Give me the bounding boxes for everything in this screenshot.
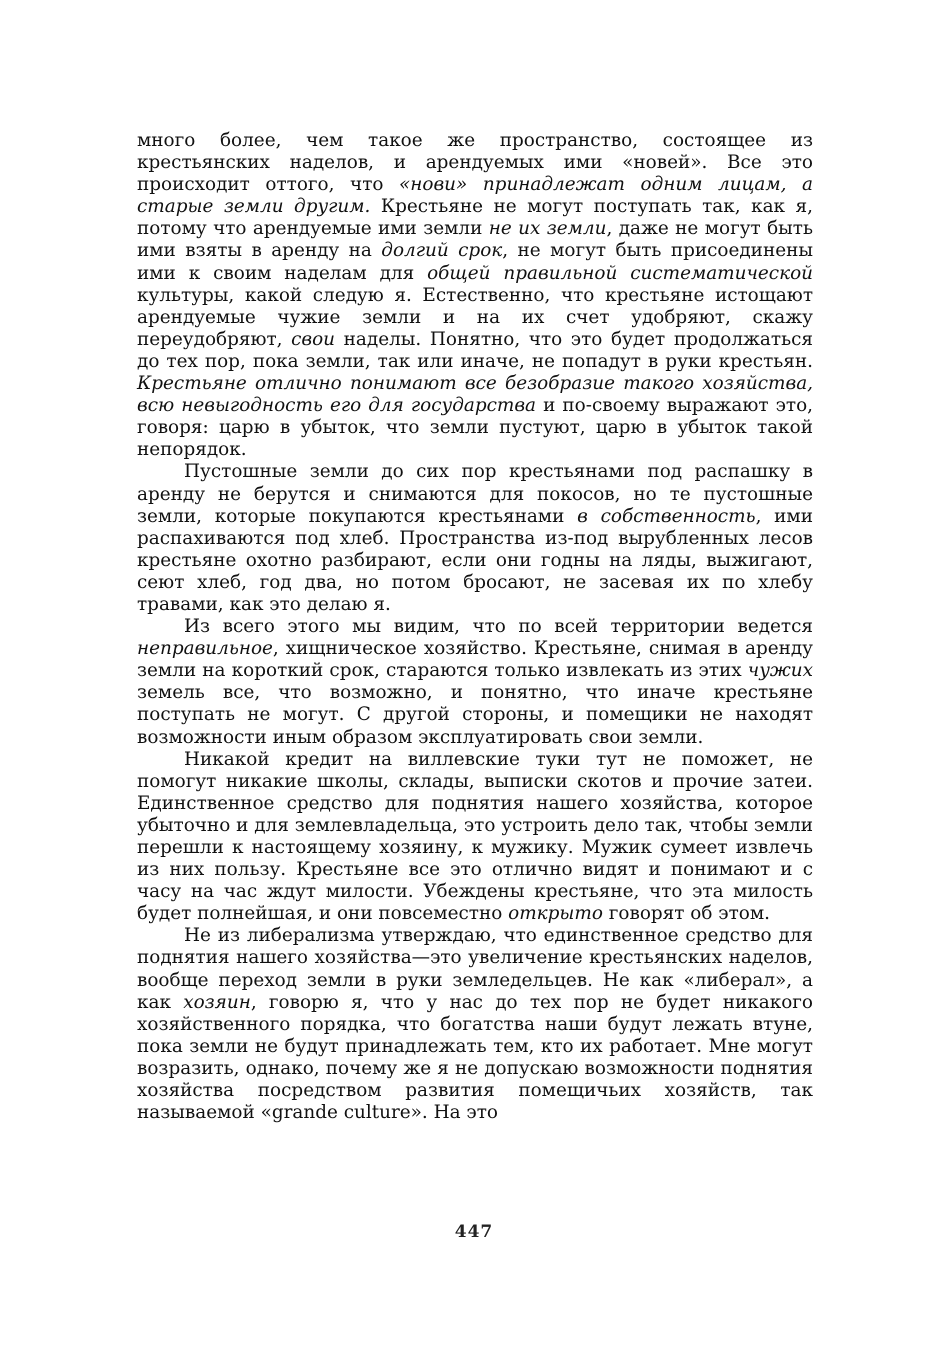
italic-run: общей правильной систематической bbox=[427, 262, 813, 284]
text-run: Не из либерализма утверждаю, что единственное средство для поднятия нашего хозяйства—это увеличение крестьянских наделов, вообще переход земли в руки земледельцев. Не как «либерал», а как bbox=[137, 925, 813, 1013]
text-run: , хищническое хозяйство. Крестьяне, снимая в аренду земли на короткий срок, стараются только извлекать из этих bbox=[137, 638, 813, 682]
italic-run: чужих bbox=[747, 660, 813, 682]
italic-run: в собственность bbox=[577, 505, 756, 527]
page-number: 447 bbox=[454, 1222, 494, 1242]
text-run: , даже не могут быть ими взяты в аренду на bbox=[137, 218, 813, 262]
text-run: и по-своему выражают это, говоря: царю в убыток, что земли пустуют, царю в убыток такой непорядок. bbox=[137, 395, 813, 461]
paragraph bbox=[137, 925, 813, 1124]
body-text bbox=[137, 130, 813, 1124]
text-run: культуры, какой следую я. Естественно, что крестьяне истощают арендуемые чужие земли и на их счет удобряют, скажу переудобряют, bbox=[137, 284, 813, 350]
paragraph bbox=[137, 461, 813, 616]
italic-run: «нови» принадлежат одним лицам, а старые земли другим. bbox=[137, 174, 813, 218]
italic-run: открыто bbox=[508, 903, 603, 925]
text-run: наделы. Понятно, что это будет продолжаться до тех пор, пока земли, так или иначе, не попадут в руки крестьян. bbox=[137, 328, 813, 372]
paragraph bbox=[137, 616, 813, 749]
italic-run: Крестьяне отлично понимают все безобразие такого хозяйства, всю невыгодность его для государства bbox=[137, 373, 813, 417]
paragraph bbox=[137, 749, 813, 926]
text-run: говорят об этом. bbox=[602, 903, 770, 925]
text-run: Пустошные земли до сих пор крестьянами под распашку в аренду не берутся и снимаются для покосов, но те пустошные земли, которые покупаются крестьянами bbox=[137, 461, 813, 527]
text-run: , не могут быть присоединены ими к своим наделам для bbox=[137, 240, 813, 284]
italic-run: долгий срок bbox=[381, 240, 503, 262]
italic-run: свои bbox=[291, 328, 336, 350]
text-run: земель все, что возможно, и понятно, что иначе крестьяне поступать не могут. С другой стороны, и помещики не находят возможности иным образом эксплуатировать свои земли. bbox=[137, 682, 813, 748]
text-run: Из всего этого мы видим, что по всей территории ведется bbox=[184, 616, 813, 638]
text-run: Крестьяне не могут поступать так, как я, потому что арендуемые ими земли bbox=[137, 196, 813, 240]
text-run: Никакой кредит на виллевские туки тут не поможет, не помогут никакие школы, склады, выписки скотов и прочие затеи. Единственное средство для поднятия нашего хозяйства, которое убыточно и для землевладельца, это устроить дело так, чтобы земли перешли к настоящему хозяину, к мужику. Мужик сумеет извлечь из них пользу. Крестьяне все это отлично видят и понимают и с часу на час ждут милости. Убеждены крестьяне, что эта милость будет полнейшая, и они повсеместно bbox=[137, 748, 813, 925]
text-run: , ими распахиваются под хлеб. Пространства из-под вырубленных лесов крестьяне охотно разбирают, если они годны на ляды, выжигают, сеют хлеб, год два, но потом бросают, не засевая их по хлебу травами, как это делаю я. bbox=[137, 505, 813, 615]
paragraph bbox=[137, 130, 813, 461]
italic-run: неправильное bbox=[137, 638, 273, 660]
italic-run: хозяин bbox=[183, 991, 251, 1013]
text-run: много более, чем такое же пространство, состоящее из крестьянских наделов, и арендуемых ими «новей». Все это происходит оттого, что bbox=[137, 130, 813, 196]
text-run: , говорю я, что у нас до тех пор не будет никакого хозяйственного порядка, что богатства наши будут лежать втуне, пока земли не будут принадлежать тем, кто их работает. Мне могут возразить, однако, почему же я не допускаю возможности поднятия хозяйства посредством развития помещичьих хозяйств, так называемой «grande culture». На это bbox=[137, 991, 813, 1124]
italic-run: не их земли bbox=[488, 218, 607, 240]
